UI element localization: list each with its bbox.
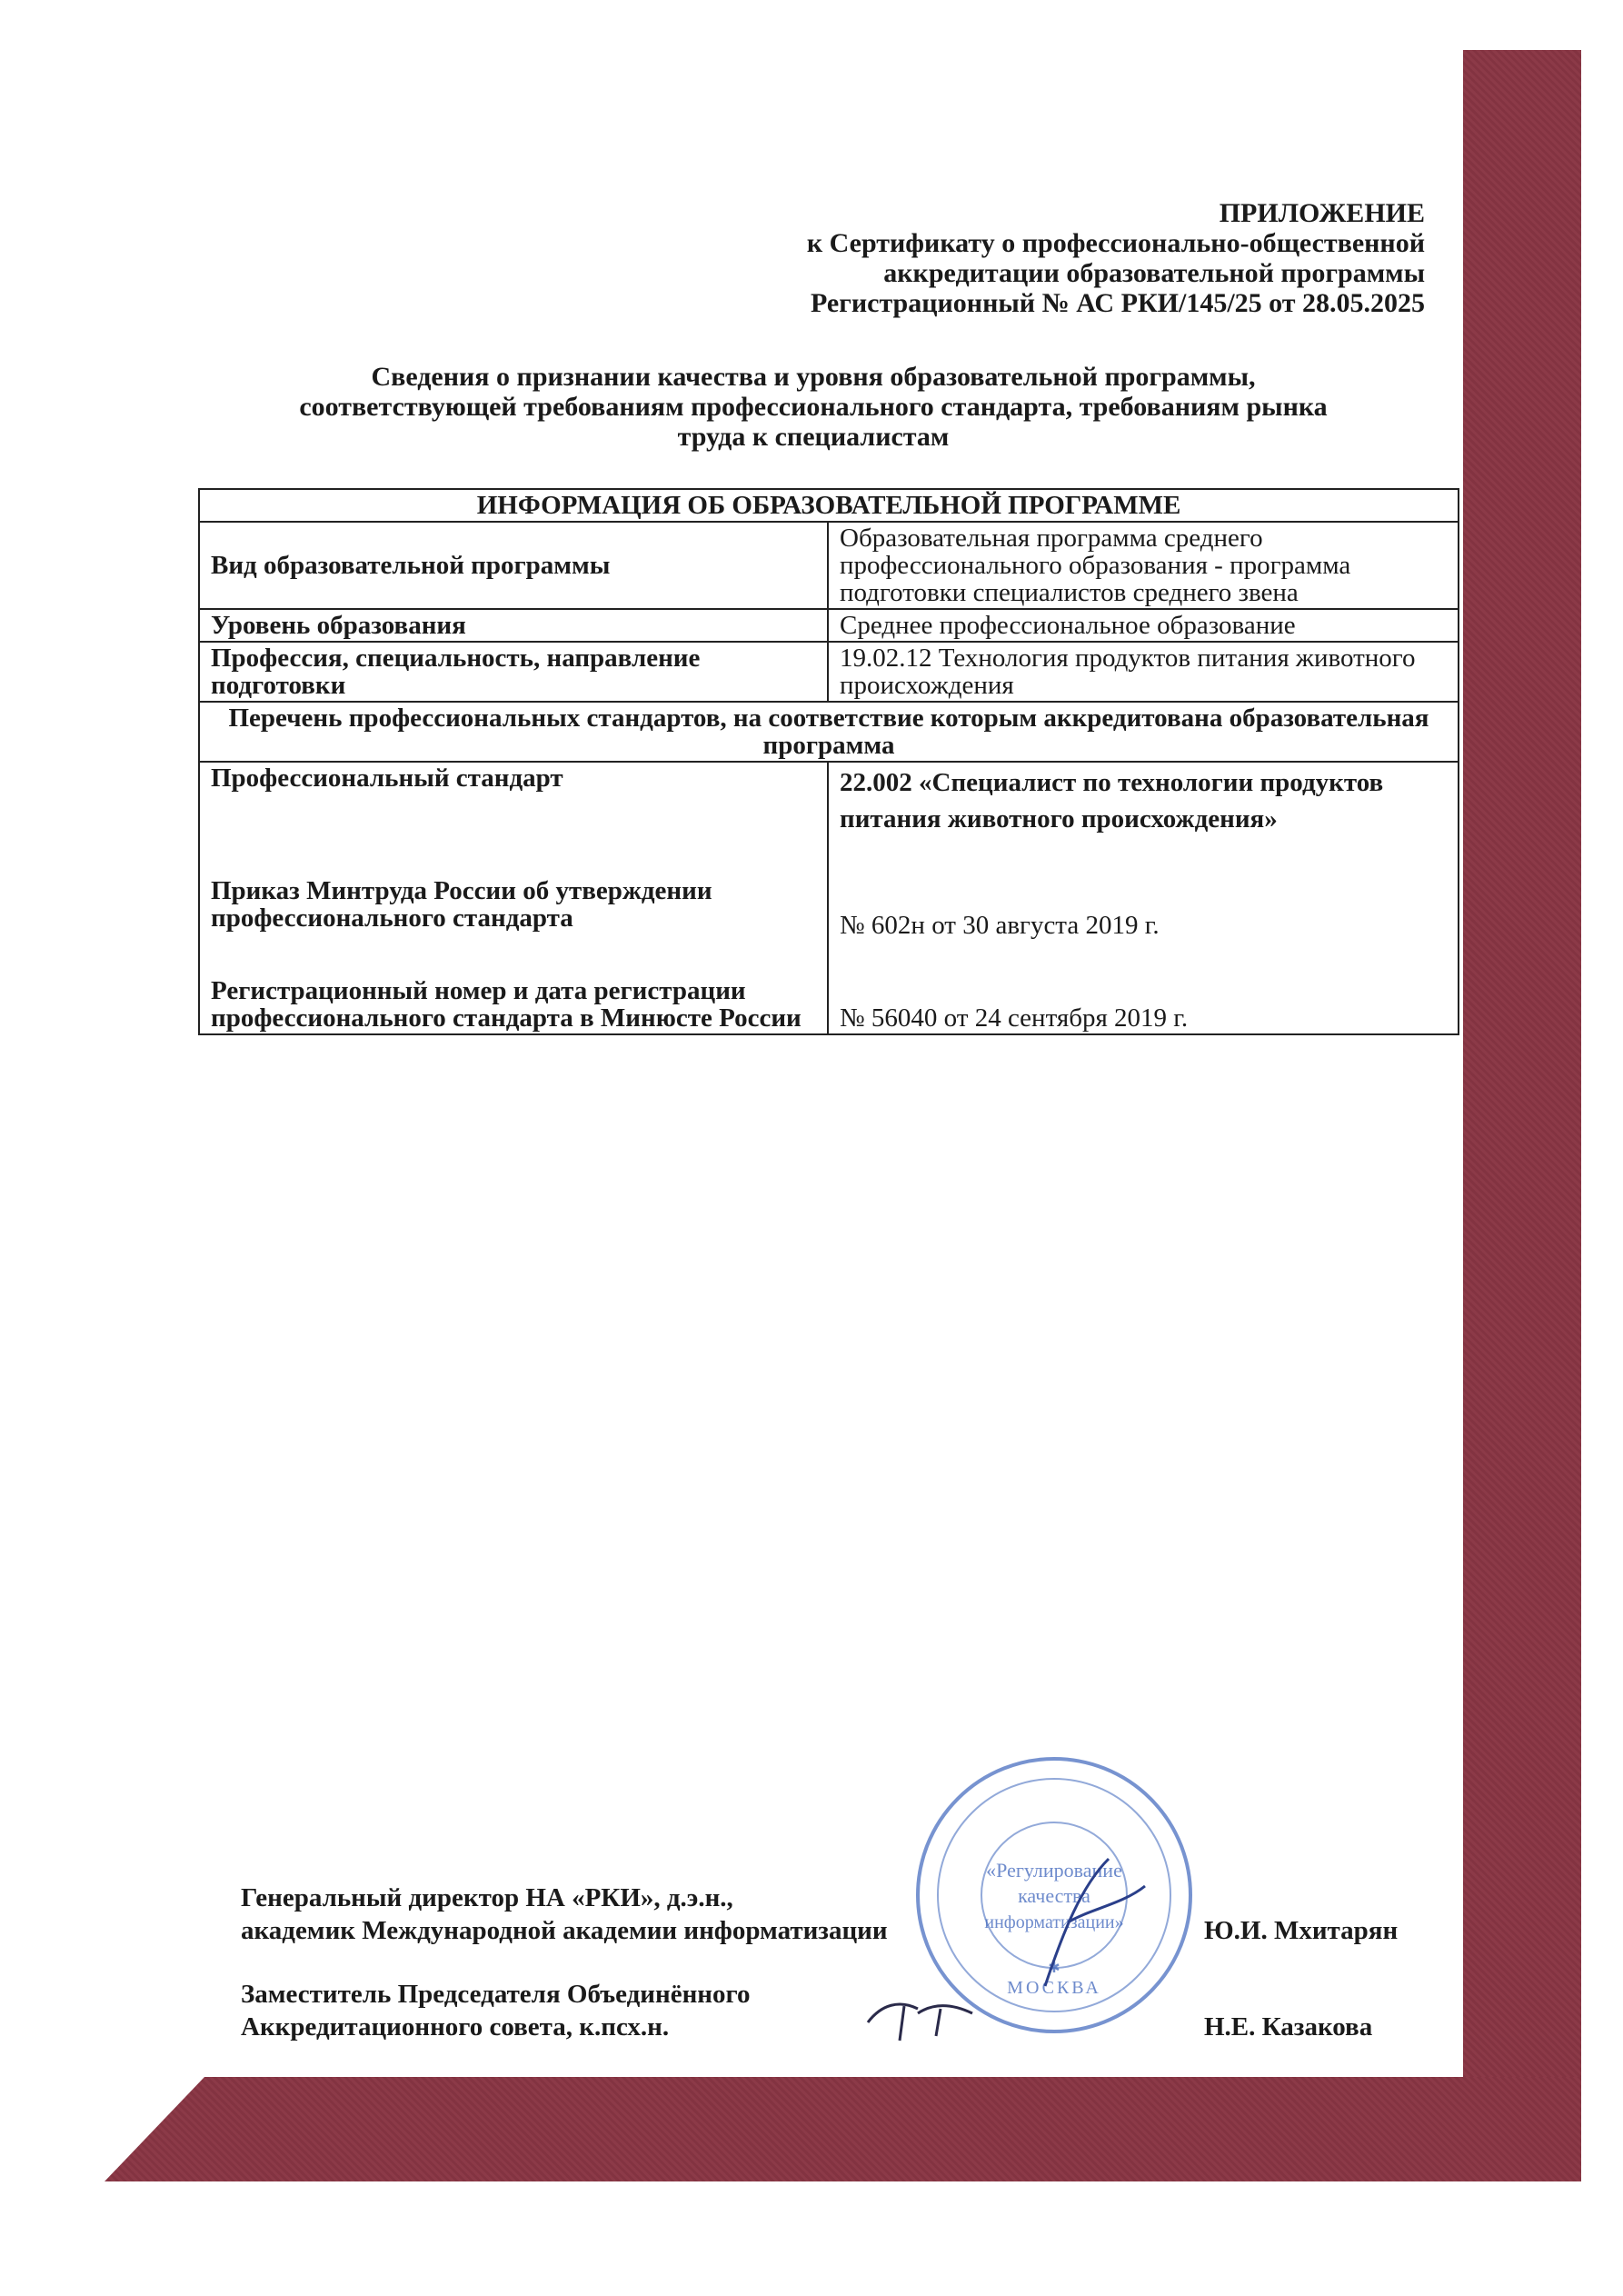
row-label-program-type: Вид образовательной программы	[199, 522, 828, 609]
heading-line-1: Сведения о признании качества и уровня образовательной программы,	[371, 362, 1256, 392]
annex-title: ПРИЛОЖЕНИЕ	[1219, 198, 1425, 228]
program-info-table	[198, 488, 1459, 1035]
standard-row	[199, 762, 1459, 1034]
deputy-name: Н.Е. Казакова	[1204, 2012, 1373, 2041]
standard-value: 22.002 «Специалист по технологии продуктов питания животного происхождения»	[840, 768, 1384, 834]
standard-labels	[199, 762, 828, 1034]
deputy-signature-icon	[863, 1986, 1000, 2059]
stamp-star-icon: ✱	[1048, 1959, 1060, 1976]
deputy-line-1: Заместитель Председателя Объединённого	[241, 1980, 751, 2009]
heading-line-3: труда к специалистам	[677, 422, 950, 452]
standard-values	[828, 762, 1459, 1034]
registration-label: Регистрационный номер и дата регистрации профессионального стандарта в Минюсте России	[211, 976, 802, 1033]
table-header-row	[199, 489, 1459, 522]
director-name: Ю.И. Мхитарян	[1204, 1916, 1399, 1945]
director-line-2: академик Международной академии информатизации	[241, 1916, 888, 1945]
document-heading	[182, 362, 1445, 452]
standard-label: Профессиональный стандарт	[211, 764, 563, 793]
table-row	[199, 609, 1459, 642]
row-value-program-type: Образовательная программа среднего профессионального образования - программа подготовки специалистов среднего звена	[828, 522, 1459, 609]
annex-line-3: аккредитации образовательной программы	[883, 258, 1425, 288]
deputy-line-2: Аккредитационного совета, к.псх.н.	[241, 2012, 670, 2041]
row-label-specialty: Профессия, специальность, направление подготовки	[199, 642, 828, 702]
registration-value: № 56040 от 24 сентября 2019 г.	[840, 1003, 1189, 1033]
director-line-1: Генеральный директор НА «РКИ», д.э.н.,	[241, 1883, 733, 1912]
row-value-education-level: Среднее профессиональное образование	[828, 609, 1459, 642]
stamp-city: МОСКВА	[1007, 1978, 1101, 1998]
order-label: Приказ Минтруда России об утверждении профессионального стандарта	[211, 876, 712, 933]
decorative-frame-bottom	[105, 2077, 1581, 2181]
annex-line-2: к Сертификату о профессионально-общественной	[806, 228, 1425, 258]
table-row	[199, 642, 1459, 702]
director-title	[241, 1882, 888, 1947]
order-value: № 602н от 30 августа 2019 г.	[840, 911, 1160, 940]
deputy-title	[241, 1978, 750, 2043]
decorative-frame-right	[1463, 50, 1581, 2181]
stamp-center-line-2: качества	[1018, 1884, 1090, 1907]
heading-line-2: соответствующей требованиям профессионального стандарта, требованиям рынка	[299, 392, 1328, 422]
standards-header-row	[199, 702, 1459, 762]
row-label-education-level: Уровень образования	[199, 609, 828, 642]
table-row	[199, 522, 1459, 609]
annex-block	[807, 198, 1425, 318]
table-header: ИНФОРМАЦИЯ ОБ ОБРАЗОВАТЕЛЬНОЙ ПРОГРАММЕ	[199, 489, 1459, 522]
annex-registration: Регистрационный № АС РКИ/145/25 от 28.05.2025	[810, 288, 1425, 318]
row-value-specialty: 19.02.12 Технология продуктов питания животного происхождения	[828, 642, 1459, 702]
standards-header: Перечень профессиональных стандартов, на соответствие которым аккредитована образовательная программа	[199, 702, 1459, 762]
stamp-center-line-3: информатизации»	[984, 1912, 1124, 1932]
stamp-center-line-1: «Регулирование	[986, 1859, 1122, 1882]
